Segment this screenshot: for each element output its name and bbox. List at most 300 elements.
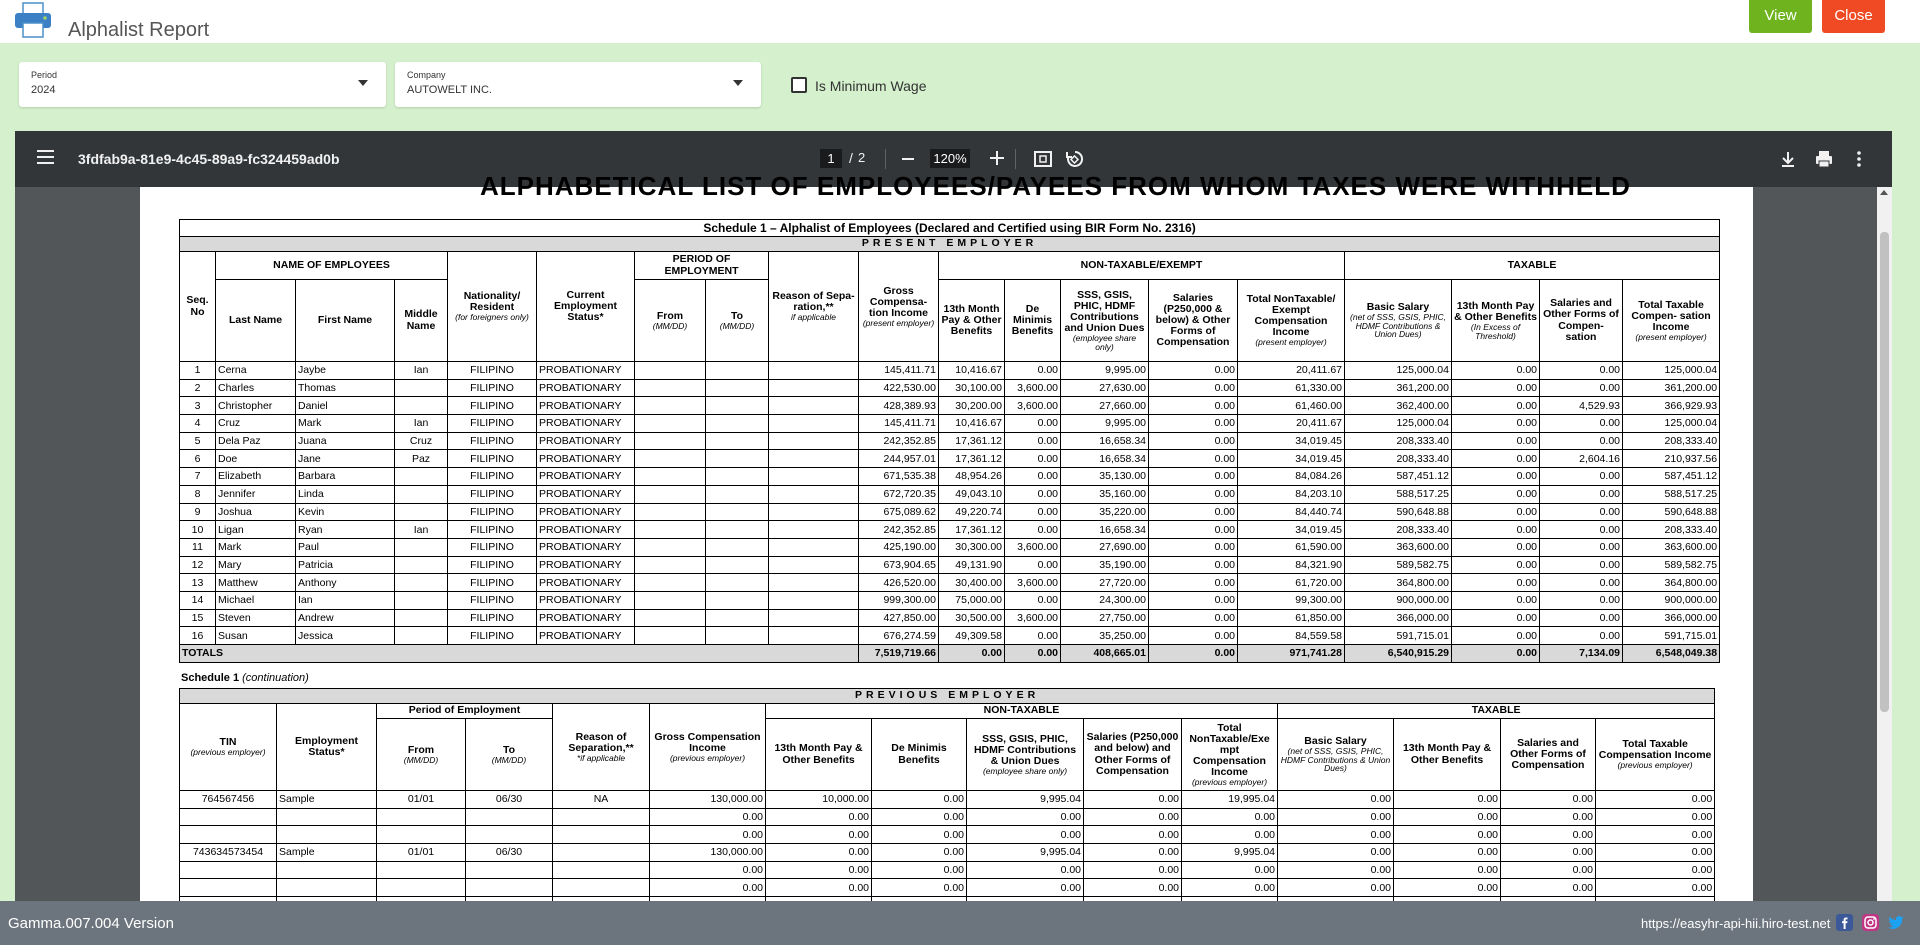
cell-nationality: FILIPINO xyxy=(448,574,537,592)
twitter-icon[interactable] xyxy=(1888,914,1905,931)
cell-de-minimis: 0.00 xyxy=(872,879,967,897)
cell-first-name: Juana xyxy=(296,432,395,450)
cell-basic-salary: 591,715.01 xyxy=(1345,627,1452,645)
cell-sss: 16,658.34 xyxy=(1061,521,1149,539)
cell-13th-month: 10,416.67 xyxy=(939,362,1005,380)
table-row xyxy=(180,485,1720,503)
cell-from xyxy=(635,362,706,380)
cell-status: PROBATIONARY xyxy=(537,415,635,433)
table-row xyxy=(180,503,1720,521)
table-row xyxy=(180,432,1720,450)
cell-total-taxable: 900,000.00 xyxy=(1623,591,1720,609)
cell-total-nontaxable: 20,411.67 xyxy=(1238,362,1345,380)
printer-icon xyxy=(14,2,52,38)
cell-employment-status xyxy=(277,879,377,897)
cell-sss: 16,658.34 xyxy=(1061,432,1149,450)
cell-13th-month: 30,300.00 xyxy=(939,538,1005,556)
cell-seq: 16 xyxy=(180,627,216,645)
cell-total-taxable: 0.00 xyxy=(1596,826,1715,844)
table-row xyxy=(180,397,1720,415)
page-title: Alphalist Report xyxy=(68,19,210,41)
cell-tin: 764567456 xyxy=(180,791,277,809)
table-row xyxy=(180,844,1715,862)
cell-to xyxy=(706,538,769,556)
cell-from xyxy=(635,538,706,556)
cell-basic-salary: 0.00 xyxy=(1278,826,1394,844)
cell-13th-taxable: 0.00 xyxy=(1394,808,1501,826)
cell-nationality: FILIPINO xyxy=(448,503,537,521)
scroll-up-icon[interactable] xyxy=(1880,190,1888,195)
cell-gross: 425,190.00 xyxy=(859,538,939,556)
cell-reason xyxy=(769,556,859,574)
cell-last-name: Michael xyxy=(216,591,296,609)
table-row xyxy=(180,574,1720,592)
totals-row xyxy=(180,645,1720,663)
cell-13th-taxable: 0.00 xyxy=(1452,362,1540,380)
cell-salaries: 0.00 xyxy=(1149,609,1238,627)
schedule1-continuation: Schedule 1 (continuation) xyxy=(181,672,309,684)
view-button[interactable]: View xyxy=(1749,0,1812,33)
cell-seq: 11 xyxy=(180,538,216,556)
cell-de-minimis: 0.00 xyxy=(872,826,967,844)
cell-total-taxable: 0.00 xyxy=(1596,808,1715,826)
cell-de-minimis: 0.00 xyxy=(1005,468,1061,486)
download-icon[interactable] xyxy=(1778,149,1798,169)
col-to: To (MM/DD) xyxy=(466,719,553,791)
cell-13th-month: 0.00 xyxy=(766,844,872,862)
cell-reason xyxy=(769,521,859,539)
cell-from xyxy=(635,379,706,397)
cell-total-nontaxable: 84,440.74 xyxy=(1238,503,1345,521)
cell-sss: 0.00 xyxy=(967,826,1084,844)
cell-to xyxy=(706,450,769,468)
cell-total-taxable: 364,800.00 xyxy=(1623,574,1720,592)
cell-salaries: 0.00 xyxy=(1149,574,1238,592)
cell-reason xyxy=(553,808,650,826)
cell-basic-salary: 208,333.40 xyxy=(1345,521,1452,539)
minimum-wage-checkbox[interactable] xyxy=(791,77,807,93)
cell-13th-month: 49,220.74 xyxy=(939,503,1005,521)
cell-from xyxy=(635,627,706,645)
cell-employment-status xyxy=(277,808,377,826)
cell-first-name: Thomas xyxy=(296,379,395,397)
cell-nationality: FILIPINO xyxy=(448,609,537,627)
cell-employment-status: Sample xyxy=(277,791,377,809)
cell-salaries: 0.00 xyxy=(1149,521,1238,539)
cell-salaries-other: 0.00 xyxy=(1501,808,1596,826)
cell-status: PROBATIONARY xyxy=(537,556,635,574)
col-salaries-other: Salaries and Other Forms of Compen- sation xyxy=(1540,280,1623,362)
present-employer-table xyxy=(179,219,1720,663)
cell-basic-salary: 0.00 xyxy=(1278,791,1394,809)
fit-page-icon[interactable] xyxy=(1033,149,1053,169)
cell-status: PROBATIONARY xyxy=(537,609,635,627)
cell-first-name: Linda xyxy=(296,485,395,503)
cell-basic-salary: 590,648.88 xyxy=(1345,503,1452,521)
cell-to xyxy=(706,379,769,397)
facebook-icon[interactable] xyxy=(1836,914,1853,931)
cell-middle-name xyxy=(395,379,448,397)
cell-last-name: Cerna xyxy=(216,362,296,380)
company-select[interactable] xyxy=(395,62,761,107)
cell-gross: 673,904.65 xyxy=(859,556,939,574)
period-label: Period xyxy=(31,70,58,80)
cell-total-taxable: 0.00 xyxy=(1596,861,1715,879)
col-de-minimis: De Minimis Benefits xyxy=(1005,280,1061,362)
cell-total-nontaxable: 61,460.00 xyxy=(1238,397,1345,415)
cell-reason xyxy=(769,591,859,609)
cell-reason xyxy=(769,609,859,627)
cell-13th-taxable: 0.00 xyxy=(1452,627,1540,645)
col-sss: SSS, GSIS, PHIC, HDMF Contributions and Union Dues (employee share only) xyxy=(1061,280,1149,362)
cell-salaries-other: 0.00 xyxy=(1501,879,1596,897)
cell-13th-taxable: 0.00 xyxy=(1452,485,1540,503)
cell-gross: 428,389.93 xyxy=(859,397,939,415)
col-13th-month: 13th Month Pay & Other Benefits xyxy=(766,719,872,791)
cell-from xyxy=(635,450,706,468)
col-taxable-group: TAXABLE xyxy=(1345,252,1720,280)
col-period-group: Period of Employment xyxy=(377,704,553,719)
cell-nationality: FILIPINO xyxy=(448,415,537,433)
col-to: To (MM/DD) xyxy=(706,280,769,362)
cell-first-name: Jaybe xyxy=(296,362,395,380)
cell-salaries-other: 0.00 xyxy=(1540,362,1623,380)
table-row xyxy=(180,879,1715,897)
cell-last-name: Dela Paz xyxy=(216,432,296,450)
cell-reason xyxy=(769,538,859,556)
col-salaries: Salaries (P250,000 and below) and Other Forms of Compensation xyxy=(1084,719,1182,791)
cell-middle-name: Ian xyxy=(395,415,448,433)
table-row xyxy=(180,808,1715,826)
company-label: Company xyxy=(407,70,446,80)
cell-basic-salary: 0.00 xyxy=(1278,861,1394,879)
cell-first-name: Patricia xyxy=(296,556,395,574)
cell-salaries-other: 0.00 xyxy=(1540,415,1623,433)
cell-13th-taxable: 0.00 xyxy=(1452,538,1540,556)
col-13th-taxable: 13th Month Pay & Other Benefits (In Excess of Threshold) xyxy=(1452,280,1540,362)
cell-salaries-other: 0.00 xyxy=(1540,556,1623,574)
cell-to xyxy=(706,627,769,645)
cell-last-name: Mary xyxy=(216,556,296,574)
cell-total-taxable: 208,333.40 xyxy=(1623,521,1720,539)
plus-icon[interactable] xyxy=(990,151,1004,165)
page-number-input[interactable]: 1 xyxy=(820,149,842,168)
cell-sss: 0.00 xyxy=(967,808,1084,826)
cell-gross: 676,274.59 xyxy=(859,627,939,645)
totals-tnt: 971,741.28 xyxy=(1238,645,1345,663)
col-first-name: First Name xyxy=(296,280,395,362)
minus-icon[interactable] xyxy=(902,158,914,160)
col-basic-salary: Basic Salary (net of SSS, GSIS, PHIC, HDMF Contributions & Union Dues) xyxy=(1345,280,1452,362)
cell-de-minimis: 0.00 xyxy=(1005,362,1061,380)
cell-seq: 15 xyxy=(180,609,216,627)
vertical-scrollbar[interactable] xyxy=(1877,187,1892,901)
cell-gross: 242,352.85 xyxy=(859,432,939,450)
cell-basic-salary: 208,333.40 xyxy=(1345,450,1452,468)
cell-last-name: Jennifer xyxy=(216,485,296,503)
cell-tin xyxy=(180,808,277,826)
cell-salaries: 0.00 xyxy=(1149,362,1238,380)
cell-total-nontaxable: 0.00 xyxy=(1182,861,1278,879)
cell-13th-taxable: 0.00 xyxy=(1394,861,1501,879)
cell-seq: 10 xyxy=(180,521,216,539)
cell-13th-month: 49,131.90 xyxy=(939,556,1005,574)
cell-sss: 9,995.00 xyxy=(1061,362,1149,380)
table-row xyxy=(180,591,1720,609)
cell-salaries-other: 0.00 xyxy=(1501,861,1596,879)
cell-reason xyxy=(769,450,859,468)
cell-total-nontaxable: 61,330.00 xyxy=(1238,379,1345,397)
cell-13th-month: 0.00 xyxy=(766,826,872,844)
page-total: 2 xyxy=(858,150,866,165)
cell-total-nontaxable: 0.00 xyxy=(1182,808,1278,826)
cell-reason xyxy=(769,397,859,415)
cell-de-minimis: 0.00 xyxy=(872,861,967,879)
cell-middle-name: Ian xyxy=(395,521,448,539)
cell-gross: 675,089.62 xyxy=(859,503,939,521)
schedule1-title: Schedule 1 – Alphalist of Employees (Declared and Certified using BIR Form No. 2316) xyxy=(180,220,1720,237)
cell-13th-taxable: 0.00 xyxy=(1452,397,1540,415)
cell-seq: 4 xyxy=(180,415,216,433)
table-row xyxy=(180,379,1720,397)
previous-employer-table xyxy=(179,688,1715,915)
col-name-group: NAME OF EMPLOYEES xyxy=(216,252,448,280)
cell-status: PROBATIONARY xyxy=(537,397,635,415)
document-title: 3fdfab9a-81e9-4c45-89a9-fc324459ad0b xyxy=(78,151,340,167)
cell-de-minimis: 3,600.00 xyxy=(1005,609,1061,627)
cell-de-minimis: 0.00 xyxy=(872,791,967,809)
cell-sss: 0.00 xyxy=(967,879,1084,897)
company-value: AUTOWELT INC. xyxy=(407,84,492,96)
cell-total-nontaxable: 99,300.00 xyxy=(1238,591,1345,609)
col-employment-status: Employment Status* xyxy=(277,704,377,791)
cell-to xyxy=(706,609,769,627)
totals-salo: 7,134.09 xyxy=(1540,645,1623,663)
cell-last-name: Cruz xyxy=(216,415,296,433)
menu-icon[interactable] xyxy=(37,150,54,164)
table-row xyxy=(180,826,1715,844)
cell-salaries-other: 0.00 xyxy=(1540,379,1623,397)
col-total-taxable: Total Taxable Compen- sation Income (present employer) xyxy=(1623,280,1720,362)
col-reason: Reason of Separation,** *if applicable xyxy=(553,704,650,791)
col-period-group: PERIOD OF EMPLOYMENT xyxy=(635,252,769,280)
cell-13th-month: 30,400.00 xyxy=(939,574,1005,592)
page-separator: / xyxy=(849,150,853,166)
cell-from xyxy=(635,574,706,592)
cell-sss: 35,190.00 xyxy=(1061,556,1149,574)
cell-nationality: FILIPINO xyxy=(448,591,537,609)
col-from: From (MM/DD) xyxy=(377,719,466,791)
cell-last-name: Steven xyxy=(216,609,296,627)
cell-basic-salary: 0.00 xyxy=(1278,879,1394,897)
cell-basic-salary: 587,451.12 xyxy=(1345,468,1452,486)
cell-last-name: Charles xyxy=(216,379,296,397)
cell-sss: 35,220.00 xyxy=(1061,503,1149,521)
cell-nationality: FILIPINO xyxy=(448,485,537,503)
cell-nationality: FILIPINO xyxy=(448,538,537,556)
cell-nationality: FILIPINO xyxy=(448,556,537,574)
cell-salaries-other: 0.00 xyxy=(1501,844,1596,862)
table-row xyxy=(180,521,1720,539)
cell-total-taxable: 0.00 xyxy=(1596,879,1715,897)
cell-first-name: Kevin xyxy=(296,503,395,521)
cell-13th-month: 10,416.67 xyxy=(939,415,1005,433)
cell-from xyxy=(377,861,466,879)
cell-basic-salary: 208,333.40 xyxy=(1345,432,1452,450)
cell-de-minimis: 0.00 xyxy=(1005,503,1061,521)
table-row xyxy=(180,415,1720,433)
cell-nationality: FILIPINO xyxy=(448,468,537,486)
col-sss: SSS, GSIS, PHIC, HDMF Contributions & Union Dues (employee share only) xyxy=(967,719,1084,791)
cell-13th-month: 0.00 xyxy=(766,861,872,879)
cell-from xyxy=(635,591,706,609)
col-de-minimis: De Minimis Benefits xyxy=(872,719,967,791)
cell-first-name: Jessica xyxy=(296,627,395,645)
cell-13th-taxable: 0.00 xyxy=(1452,468,1540,486)
cell-basic-salary: 588,517.25 xyxy=(1345,485,1452,503)
cell-13th-taxable: 0.00 xyxy=(1394,791,1501,809)
cell-tin: 743634573454 xyxy=(180,844,277,862)
cell-de-minimis: 0.00 xyxy=(1005,415,1061,433)
cell-de-minimis: 3,600.00 xyxy=(1005,397,1061,415)
cell-to: 06/30 xyxy=(466,791,553,809)
cell-from xyxy=(377,808,466,826)
col-gross: Gross Compensation Income (previous employer) xyxy=(650,704,766,791)
cell-total-taxable: 363,600.00 xyxy=(1623,538,1720,556)
cell-13th-month: 30,500.00 xyxy=(939,609,1005,627)
cell-de-minimis: 0.00 xyxy=(1005,556,1061,574)
cell-total-nontaxable: 0.00 xyxy=(1182,826,1278,844)
cell-seq: 2 xyxy=(180,379,216,397)
period-select[interactable] xyxy=(19,62,386,107)
cell-13th-taxable: 0.00 xyxy=(1452,415,1540,433)
site-url[interactable]: https://easyhr-api-hii.hiro-test.net xyxy=(1641,916,1831,931)
cell-from xyxy=(635,397,706,415)
cell-from xyxy=(635,415,706,433)
cell-gross: 0.00 xyxy=(650,879,766,897)
cell-sss: 9,995.04 xyxy=(967,844,1084,862)
minimum-wage-label: Is Minimum Wage xyxy=(815,78,927,94)
cell-total-nontaxable: 84,203.10 xyxy=(1238,485,1345,503)
cell-reason: NA xyxy=(553,791,650,809)
cell-last-name: Ligan xyxy=(216,521,296,539)
cell-middle-name: Paz xyxy=(395,450,448,468)
cell-13th-month: 17,361.12 xyxy=(939,521,1005,539)
instagram-icon[interactable] xyxy=(1862,914,1879,931)
cell-salaries: 0.00 xyxy=(1149,432,1238,450)
cell-status: PROBATIONARY xyxy=(537,485,635,503)
cell-sss: 27,720.00 xyxy=(1061,574,1149,592)
col-total-nontaxable: Total NonTaxable/Exe mpt Compensation Income (previous employer) xyxy=(1182,719,1278,791)
cell-gross: 244,957.01 xyxy=(859,450,939,468)
cell-gross: 0.00 xyxy=(650,861,766,879)
cell-salaries: 0.00 xyxy=(1084,826,1182,844)
cell-last-name: Christopher xyxy=(216,397,296,415)
col-from: From (MM/DD) xyxy=(635,280,706,362)
cell-salaries: 0.00 xyxy=(1149,450,1238,468)
cell-gross: 0.00 xyxy=(650,808,766,826)
chevron-down-icon xyxy=(733,80,743,86)
cell-last-name: Elizabeth xyxy=(216,468,296,486)
col-gross: Gross Compensa- tion Income (present employer) xyxy=(859,252,939,362)
cell-tin xyxy=(180,879,277,897)
col-nontaxable-group: NON-TAXABLE/EXEMPT xyxy=(939,252,1345,280)
cell-sss: 16,658.34 xyxy=(1061,450,1149,468)
cell-reason xyxy=(769,627,859,645)
cell-salaries-other: 0.00 xyxy=(1540,627,1623,645)
cell-seq: 14 xyxy=(180,591,216,609)
cell-to xyxy=(466,879,553,897)
cell-13th-taxable: 0.00 xyxy=(1452,574,1540,592)
cell-salaries-other: 0.00 xyxy=(1540,538,1623,556)
cell-13th-month: 75,000.00 xyxy=(939,591,1005,609)
cell-first-name: Jane xyxy=(296,450,395,468)
cell-from xyxy=(635,503,706,521)
cell-nationality: FILIPINO xyxy=(448,432,537,450)
cell-to xyxy=(466,826,553,844)
cell-sss: 35,160.00 xyxy=(1061,485,1149,503)
cell-13th-month: 48,954.26 xyxy=(939,468,1005,486)
col-status: Current Employment Status* xyxy=(537,252,635,362)
totals-sal: 0.00 xyxy=(1149,645,1238,663)
cell-to xyxy=(706,397,769,415)
cell-gross: 0.00 xyxy=(650,826,766,844)
cell-middle-name: Ian xyxy=(395,362,448,380)
cell-salaries-other: 0.00 xyxy=(1501,791,1596,809)
cell-total-nontaxable: 0.00 xyxy=(1182,879,1278,897)
cell-to xyxy=(706,503,769,521)
close-button[interactable]: Close xyxy=(1822,0,1885,33)
cell-total-taxable: 589,582.75 xyxy=(1623,556,1720,574)
cell-status: PROBATIONARY xyxy=(537,468,635,486)
cell-salaries: 0.00 xyxy=(1149,556,1238,574)
cell-total-nontaxable: 34,019.45 xyxy=(1238,450,1345,468)
rotate-icon[interactable] xyxy=(1065,149,1085,169)
cell-to xyxy=(706,362,769,380)
cell-13th-month: 17,361.12 xyxy=(939,432,1005,450)
cell-last-name: Joshua xyxy=(216,503,296,521)
cell-13th-taxable: 0.00 xyxy=(1452,521,1540,539)
col-salaries: Salaries (P250,000 & below) & Other Forms of Compensation xyxy=(1149,280,1238,362)
totals-demin: 0.00 xyxy=(1005,645,1061,663)
cell-total-nontaxable: 84,321.90 xyxy=(1238,556,1345,574)
cell-reason xyxy=(769,362,859,380)
cell-salaries: 0.00 xyxy=(1084,791,1182,809)
cell-reason xyxy=(553,826,650,844)
cell-seq: 6 xyxy=(180,450,216,468)
top-bar xyxy=(0,0,1920,43)
cell-nationality: FILIPINO xyxy=(448,397,537,415)
more-vert-icon[interactable] xyxy=(1849,149,1869,169)
print-icon[interactable] xyxy=(1814,149,1834,169)
totals-tt: 6,548,049.38 xyxy=(1623,645,1720,663)
cell-to xyxy=(706,468,769,486)
table-row xyxy=(180,468,1720,486)
cell-total-nontaxable: 34,019.45 xyxy=(1238,521,1345,539)
scrollbar-thumb[interactable] xyxy=(1880,232,1889,712)
cell-first-name: Ryan xyxy=(296,521,395,539)
cell-from xyxy=(635,556,706,574)
zoom-input[interactable]: 120% xyxy=(930,149,970,168)
cell-first-name: Barbara xyxy=(296,468,395,486)
chevron-down-icon xyxy=(358,80,368,86)
cell-total-taxable: 587,451.12 xyxy=(1623,468,1720,486)
table-row xyxy=(180,861,1715,879)
cell-13th-month: 30,200.00 xyxy=(939,397,1005,415)
cell-from xyxy=(377,826,466,844)
cell-basic-salary: 125,000.04 xyxy=(1345,415,1452,433)
cell-status: PROBATIONARY xyxy=(537,432,635,450)
